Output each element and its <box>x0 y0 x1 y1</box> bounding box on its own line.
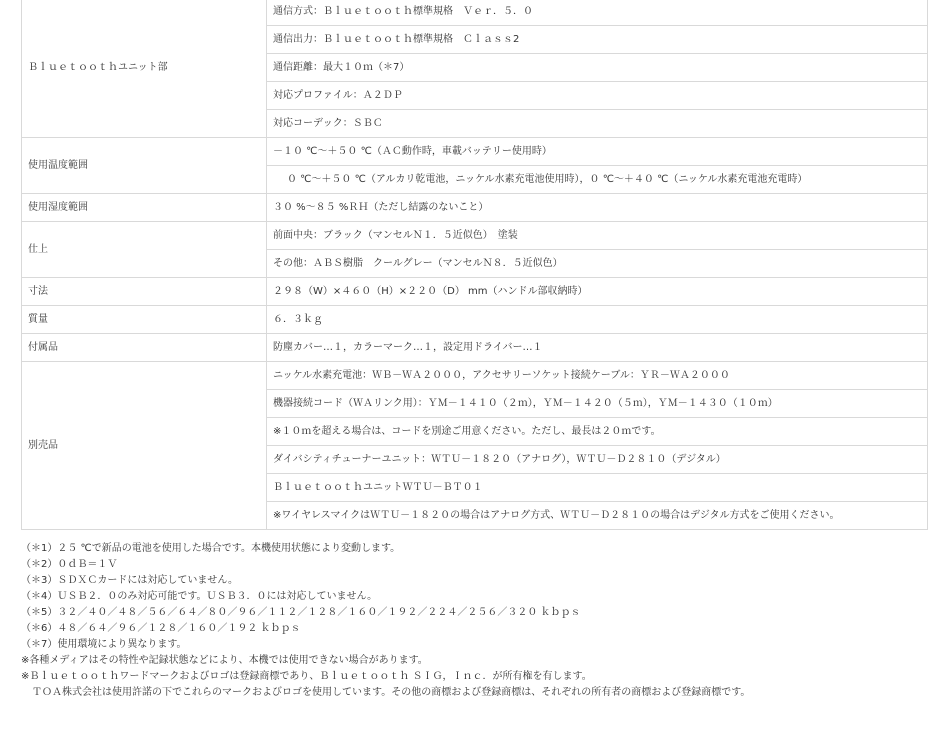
row-label: Ｂｌｕｅｔｏｏｔｈユニット部 <box>22 0 267 138</box>
table-row <box>22 278 928 306</box>
row-label: 質量 <box>22 306 267 334</box>
row-label: 寸法 <box>22 278 267 306</box>
footnote: （＊1）２５ ℃で新品の電池を使用した場合です。本機使用状態により変動します。 <box>21 543 401 554</box>
table-row <box>22 194 928 222</box>
table-row <box>22 362 928 390</box>
footnote: （＊7）使用環境により異なります。 <box>21 639 187 650</box>
row-value: 対応プロファイル：Ａ２ＤＰ <box>267 82 928 110</box>
row-label: 別売品 <box>22 362 267 530</box>
row-value: 通信距離：最大１０ｍ（＊7） <box>267 54 928 82</box>
row-value: 機器接続コード（ＷＡリンク用）：ＹＭ－１４１０（２ｍ），ＹＭ－１４２０（５ｍ），ＹＭ－１４３０（１０ｍ） <box>267 390 928 418</box>
row-value: 対応コーデック：ＳＢＣ <box>267 110 928 138</box>
row-value: その他：ＡＢＳ樹脂 クールグレー（マンセルＮ８．５近似色） <box>267 250 928 278</box>
row-value: 通信方式：Ｂｌｕｅｔｏｏｔｈ標準規格 Ｖｅｒ．５．０ <box>267 0 928 26</box>
table-row <box>22 0 928 26</box>
footnote: （＊4）ＵＳＢ２．０のみ対応可能です。ＵＳＢ３．０には対応していません。 <box>21 591 378 602</box>
row-label: 使用湿度範囲 <box>22 194 267 222</box>
footnote: ※各種メディアはその特性や記録状態などにより、本機では使用できない場合があります。 <box>21 655 428 666</box>
table-row <box>22 138 928 166</box>
footnotes <box>21 541 931 701</box>
footnote: （＊6）４８／６４／９６／１２８／１６０／１９２ ｋｂｐｓ <box>21 623 301 634</box>
row-label: 仕上 <box>22 222 267 278</box>
row-value: ３０ %～８５ %ＲＨ（ただし結露のないこと） <box>267 194 928 222</box>
table-row <box>22 222 928 250</box>
footnote: （＊2）０ｄＢ＝１Ｖ <box>21 559 118 570</box>
table-row <box>22 334 928 362</box>
footnote: （＊5）３２／４０／４８／５６／６４／８０／９６／１１２／１２８／１６０／１９２／２２４／２５６／３２０ ｋｂｐｓ <box>21 607 581 618</box>
footnote: ※Ｂｌｕｅｔｏｏｔｈワードマークおよびロゴは登録商標であり、Ｂｌｕｅｔｏｏｔｈ ＳＩＧ，Ｉｎｃ．が所有権を有します。 <box>21 671 592 682</box>
row-value-text: ０ ℃～＋５０ ℃（アルカリ乾電池，ニッケル水素充電池使用時），０ ℃～＋４０ ℃（ニッケル水素充電池充電時） <box>287 173 808 185</box>
row-value <box>267 166 928 194</box>
row-value: 前面中央：ブラック（マンセルＮ１．５近似色） 塗装 <box>267 222 928 250</box>
row-value: ダイバシティチューナーユニット：ＷＴＵ－１８２０（アナログ），ＷＴＵ－Ｄ２８１０（デジタル） <box>267 446 928 474</box>
row-value: ２９８（W）×４６０（H）×２２０（D） mm（ハンドル部収納時） <box>267 278 928 306</box>
row-value: 通信出力：Ｂｌｕｅｔｏｏｔｈ標準規格 Ｃｌａｓｓ2 <box>267 26 928 54</box>
row-label: 使用温度範囲 <box>22 138 267 194</box>
row-label: 付属品 <box>22 334 267 362</box>
row-value: －１０ ℃～＋５０ ℃（ＡＣ動作時，車載バッテリー使用時） <box>267 138 928 166</box>
row-value: ニッケル水素充電池：ＷＢ－ＷＡ２０００，アクセサリーソケット接続ケーブル：ＹＲ－ＷＡ２０００ <box>267 362 928 390</box>
table-row <box>22 306 928 334</box>
row-value: ※１０ｍを超える場合は、コードを別途ご用意ください。ただし、最長は２０ｍです。 <box>267 418 928 446</box>
row-value: ＢｌｕｅｔｏｏｔｈユニットＷＴＵ－ＢＴ０１ <box>267 474 928 502</box>
footnote: （＊3）ＳＤＸＣカードには対応していません。 <box>21 575 238 586</box>
row-value: ６．３ｋｇ <box>267 306 928 334</box>
row-value: 防塵カバー…１，カラーマーク…１，設定用ドライバー…１ <box>267 334 928 362</box>
row-value: ※ワイヤレスマイクはＷＴＵ－１８２０の場合はアナログ方式、ＷＴＵ－Ｄ２８１０の場合はデジタル方式をご使用ください。 <box>267 502 928 530</box>
footnote: ＴＯＡ株式会社は使用許諾の下でこれらのマークおよびロゴを使用しています。その他の商標および登録商標は、それぞれの所有者の商標および登録商標です。 <box>32 687 751 698</box>
spec-table <box>21 0 928 530</box>
